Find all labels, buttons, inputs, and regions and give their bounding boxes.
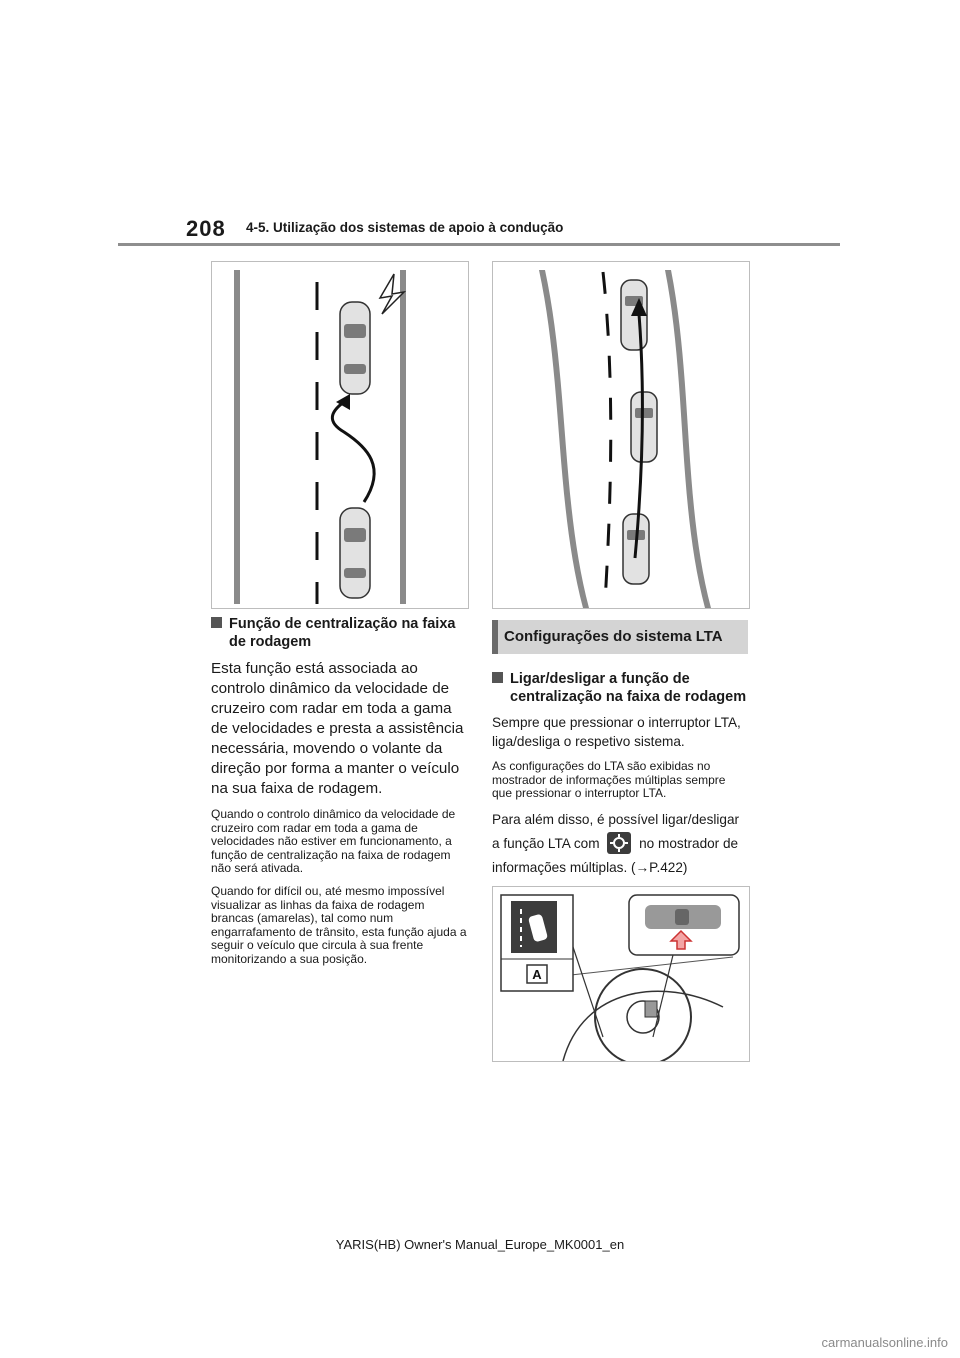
left-paragraph: Esta função está associada ao controlo dinâmico da velocidade de cruzeiro com radar em toda a gama de velocidades e presta a assistência necessária, movendo o volante da direção por forma a manter o veículo na sua faixa de rodagem. bbox=[211, 660, 464, 797]
right-paragraph: Sempre que pressionar o interruptor LTA, liga/desliga o respetivo sistema. bbox=[492, 715, 741, 749]
lta-switch-illustration bbox=[492, 886, 750, 1062]
right-paragraph-2: Para além disso, é possível ligar/desligar a função LTA com no mostrador de informações múltiplas. (→P.422) bbox=[492, 811, 740, 875]
right-note: As configurações do LTA são exibidas no mostrador de informações múltiplas sempre que pressionar o interruptor LTA. bbox=[492, 759, 726, 801]
left-heading: Função de centralização na faixa de rodagem bbox=[211, 615, 467, 651]
gear-icon bbox=[607, 832, 631, 854]
left-text-column bbox=[211, 615, 467, 967]
callout-label: A bbox=[532, 967, 542, 982]
left-note-1: Quando o controlo dinâmico da velocidade de cruzeiro com radar em toda a gama de velocidades não estiver em funcionamento, a função de centralização na faixa de rodagem não será ativada. bbox=[211, 807, 456, 876]
lane-centering-illustration bbox=[211, 261, 469, 609]
right-text-column bbox=[492, 620, 748, 880]
right-heading: Ligar/desligar a função de centralização na faixa de rodagem bbox=[492, 670, 748, 706]
watermark: carmanualsonline.info bbox=[821, 1335, 948, 1350]
footer-text: YARIS(HB) Owner's Manual_Europe_MK0001_en bbox=[335, 1237, 625, 1252]
car-icon bbox=[340, 302, 370, 394]
square-bullet-icon bbox=[492, 672, 503, 683]
section-title: 4-5. Utilização dos sistemas de apoio à condução bbox=[246, 220, 564, 235]
header-rule bbox=[118, 243, 840, 246]
square-bullet-icon bbox=[211, 617, 222, 628]
left-note-2: Quando for difícil ou, até mesmo impossível visualizar as linhas da faixa de rodagem brancas (amarelas), tal como num engarrafamento de trânsito, esta função ajuda a seguir o veículo que circula à sua frente monitorizando a sua posição. bbox=[211, 883, 467, 966]
vehicle-following-illustration bbox=[492, 261, 750, 609]
settings-banner: Configurações do sistema LTA bbox=[492, 620, 748, 654]
page-number: 208 bbox=[186, 216, 226, 241]
